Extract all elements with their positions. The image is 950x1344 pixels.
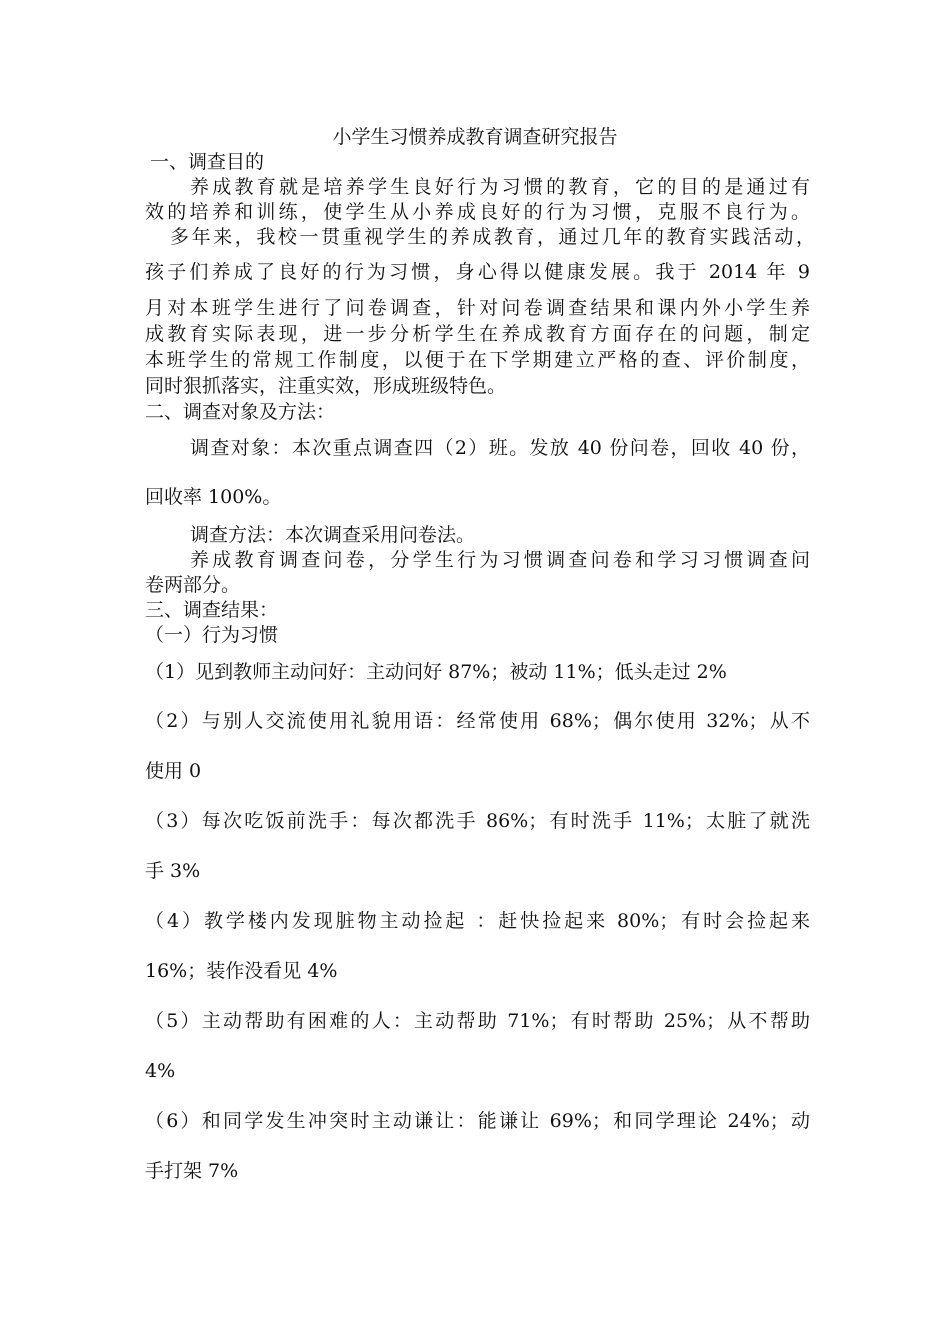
section-heading: 三、调查结果：	[145, 599, 279, 621]
paragraph-line: 同时狠抓落实，注重实效，形成班级特色。	[145, 375, 507, 397]
survey-item: （3）每次吃饭前洗手：每次都洗手 86%；有时洗手 11%；太脏了就洗	[145, 810, 810, 832]
survey-item: （6）和同学发生冲突时主动谦让：能谦让 69%；和同学理论 24%；动	[145, 1110, 810, 1132]
survey-item-continuation: 手 3%	[145, 860, 201, 882]
paragraph-line: 卷两部分。	[145, 574, 241, 596]
survey-item: （5）主动帮助有困难的人：主动帮助 71%；有时帮助 25%；从不帮助	[145, 1010, 810, 1032]
subsection-heading: （一）行为习惯	[145, 624, 279, 646]
paragraph-line: 多年来，我校一贯重视学生的养成教育，通过几年的教育实践活动，	[170, 226, 815, 248]
paragraph-line: 养成教育就是培养学生良好行为习惯的教育，它的目的是通过有	[190, 176, 810, 198]
paragraph-line: 孩子们养成了良好的行为习惯，身心得以健康发展。我于 2014 年 9	[145, 261, 810, 283]
survey-item: （1）见到教师主动问好：主动问好 87%；被动 11%；低头走过 2%	[145, 661, 727, 683]
survey-item: （4）教学楼内发现脏物主动捡起 ：赶快捡起来 80%；有时会捡起来	[145, 910, 810, 932]
paragraph-line: 养成教育调查问卷，分学生行为习惯调查问卷和学习习惯调查问	[190, 549, 810, 571]
paragraph-line: 效的培养和训练，使学生从小养成良好的行为习惯，克服不良行为。	[145, 201, 810, 223]
survey-item-continuation: 16%；装作没看见 4%	[145, 960, 338, 982]
survey-item-continuation: 手打架 7%	[145, 1160, 239, 1182]
paragraph-line: 本班学生的常规工作制度，以便于在下学期建立严格的查、评价制度，	[145, 349, 810, 371]
page-title: 小学生习惯养成教育调查研究报告	[332, 126, 618, 148]
survey-item-continuation: 使用 0	[145, 760, 202, 782]
section-heading: 一、调查目的	[150, 151, 265, 173]
section-heading: 二、调查对象及方法：	[145, 401, 336, 423]
paragraph-line: 回收率 100%。	[145, 486, 282, 508]
paragraph-line: 调查方法：本次调查采用问卷法。	[190, 524, 476, 546]
paragraph-line: 月对本班学生进行了问卷调查，针对问卷调查结果和课内外小学生养	[145, 297, 810, 319]
paragraph-line: 成教育实际表现，进一步分析学生在养成教育方面存在的问题，制定	[145, 323, 810, 345]
paragraph-line: 调查对象：本次重点调查四（2）班。发放 40 份问卷，回收 40 份，	[190, 437, 810, 459]
survey-item: （2）与别人交流使用礼貌用语：经常使用 68%；偶尔使用 32%；从不	[145, 710, 810, 732]
survey-item-continuation: 4%	[145, 1060, 176, 1082]
